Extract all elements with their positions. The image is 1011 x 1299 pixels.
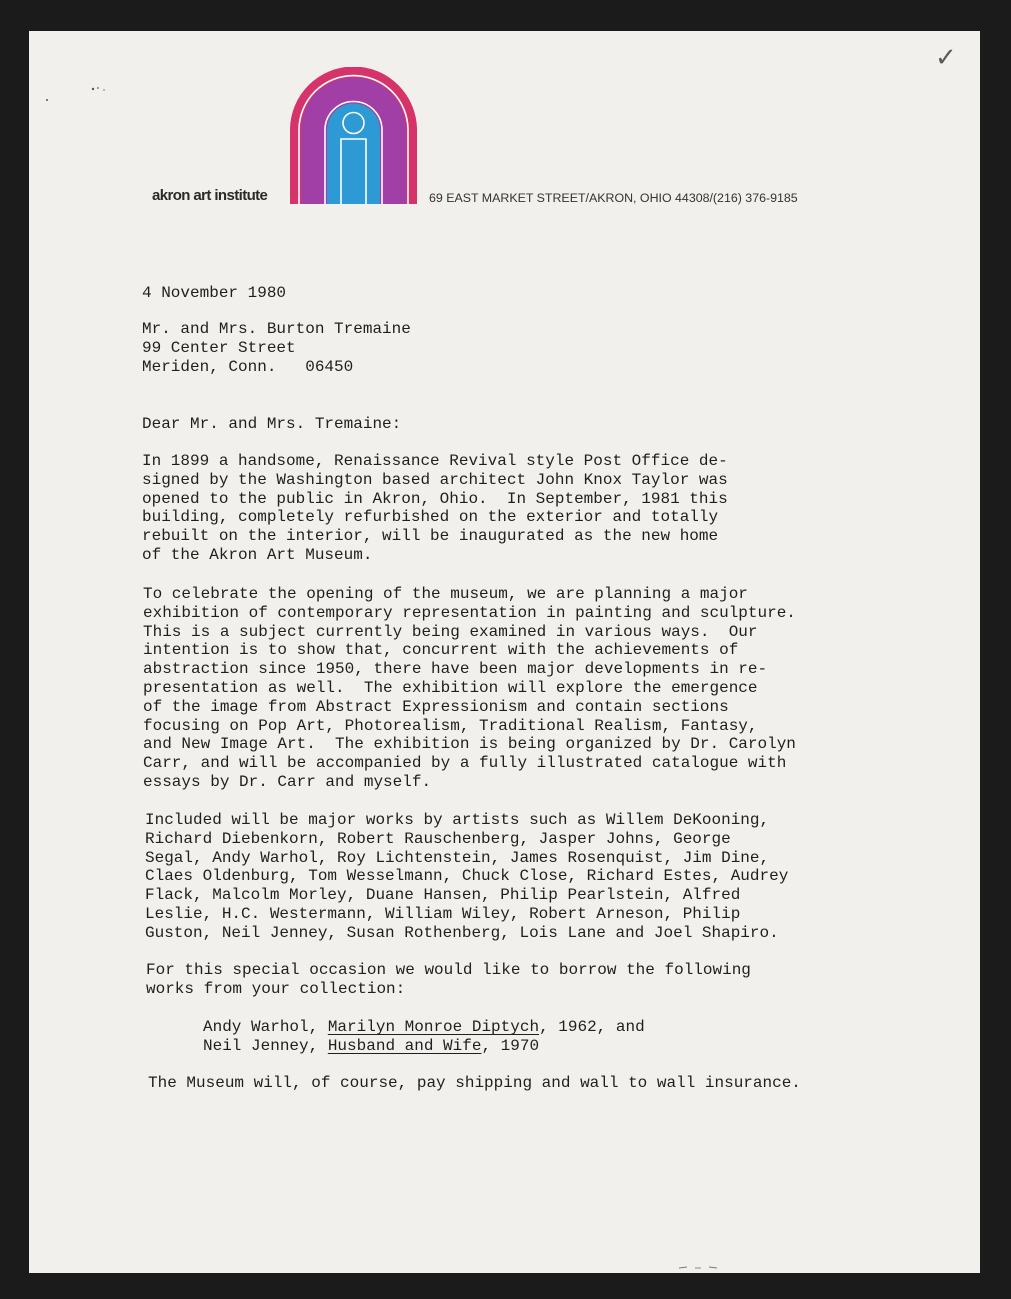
institute-address: 69 EAST MARKET STREET/AKRON, OHIO 44308/(216) 376-9185 (429, 191, 798, 205)
recipient-line: Mr. and Mrs. Burton Tremaine (142, 320, 411, 338)
text-line: Included will be major works by artists such as Willem DeKooning, (145, 811, 770, 829)
text-line: Segal, Andy Warhol, Roy Lichtenstein, James Rosenquist, Jim Dine, (145, 848, 770, 867)
check-mark-icon: ✓ (935, 43, 957, 73)
paragraph-history (142, 452, 728, 565)
text-line: Leslie, H.C. Westermann, William Wiley, Robert Arneson, Philip (145, 904, 741, 923)
text-line: works from your collection: (146, 979, 406, 998)
salutation: Dear Mr. and Mrs. Tremaine: (142, 415, 402, 433)
recipient-line: 99 Center Street (142, 338, 296, 357)
text-line: focusing on Pop Art, Photorealism, Traditional Realism, Fantasy, (143, 716, 758, 735)
text-line: This is a subject currently being examined in various ways. Our (143, 622, 758, 641)
akron-art-institute-logo (290, 67, 417, 209)
text-line: For this special occasion we would like to borrow the following (146, 961, 751, 979)
work-title: Marilyn Monroe Diptych (327, 1018, 540, 1036)
text-line: signed by the Washington based architect John Knox Taylor was (142, 470, 728, 489)
work-artist: Andy Warhol, (203, 1018, 328, 1036)
text-line: In 1899 a handsome, Renaissance Revival style Post Office de- (142, 452, 728, 470)
recipient-address (142, 320, 411, 376)
text-line: exhibition of contemporary representation in painting and sculpture. (143, 603, 796, 622)
paper-specks (41, 76, 121, 106)
text-line: essays by Dr. Carr and myself. (143, 772, 432, 791)
text-line: of the Akron Art Museum. (142, 545, 373, 564)
work-suffix: , 1962, and (539, 1018, 645, 1036)
requested-works-list (203, 1018, 645, 1056)
text-line: abstraction since 1950, there have been major developments in re- (143, 660, 768, 679)
text-line: rebuilt on the interior, will be inaugurated as the new home (142, 527, 719, 546)
text-line: Carr, and will be accompanied by a fully illustrated catalogue with (143, 754, 787, 773)
work-title: Husband and Wife (327, 1036, 482, 1055)
work-suffix: , 1970 (481, 1036, 540, 1055)
text-line: building, completely refurbished on the exterior and totally (142, 508, 719, 527)
work-artist: Neil Jenney, (203, 1036, 328, 1055)
text-line: Richard Diebenkorn, Robert Rauschenberg, Jasper Johns, George (145, 829, 731, 848)
letter-page (29, 31, 980, 1273)
work-item (203, 1018, 645, 1037)
recipient-line: Meriden, Conn. 06450 (142, 357, 354, 376)
institute-name: akron art institute (152, 187, 268, 204)
text-line: Claes Oldenburg, Tom Wesselmann, Chuck Close, Richard Estes, Audrey (145, 867, 789, 886)
text-line: of the image from Abstract Expressionism and contain sections (143, 697, 729, 716)
paragraph-insurance: The Museum will, of course, pay shipping and wall to wall insurance. (148, 1074, 801, 1092)
paragraph-artists (145, 811, 788, 943)
text-line: Flack, Malcolm Morley, Duane Hansen, Philip Pearlstein, Alfred (145, 886, 741, 905)
paragraph-exhibition (143, 585, 796, 792)
work-item (203, 1037, 645, 1056)
paper-mark (677, 1259, 737, 1269)
text-line: opened to the public in Akron, Ohio. In September, 1981 this (142, 489, 728, 508)
text-line: and New Image Art. The exhibition is being organized by Dr. Carolyn (143, 735, 796, 754)
text-line: presentation as well. The exhibition will explore the emergence (143, 678, 758, 697)
text-line: intention is to show that, concurrent with the achievements of (143, 641, 739, 660)
text-line: Guston, Neil Jenney, Susan Rothenberg, Lois Lane and Joel Shapiro. (145, 923, 779, 942)
text-line: To celebrate the opening of the museum, we are planning a major (143, 585, 748, 603)
letter-date: 4 November 1980 (142, 284, 287, 302)
paragraph-loan-request (146, 961, 751, 999)
